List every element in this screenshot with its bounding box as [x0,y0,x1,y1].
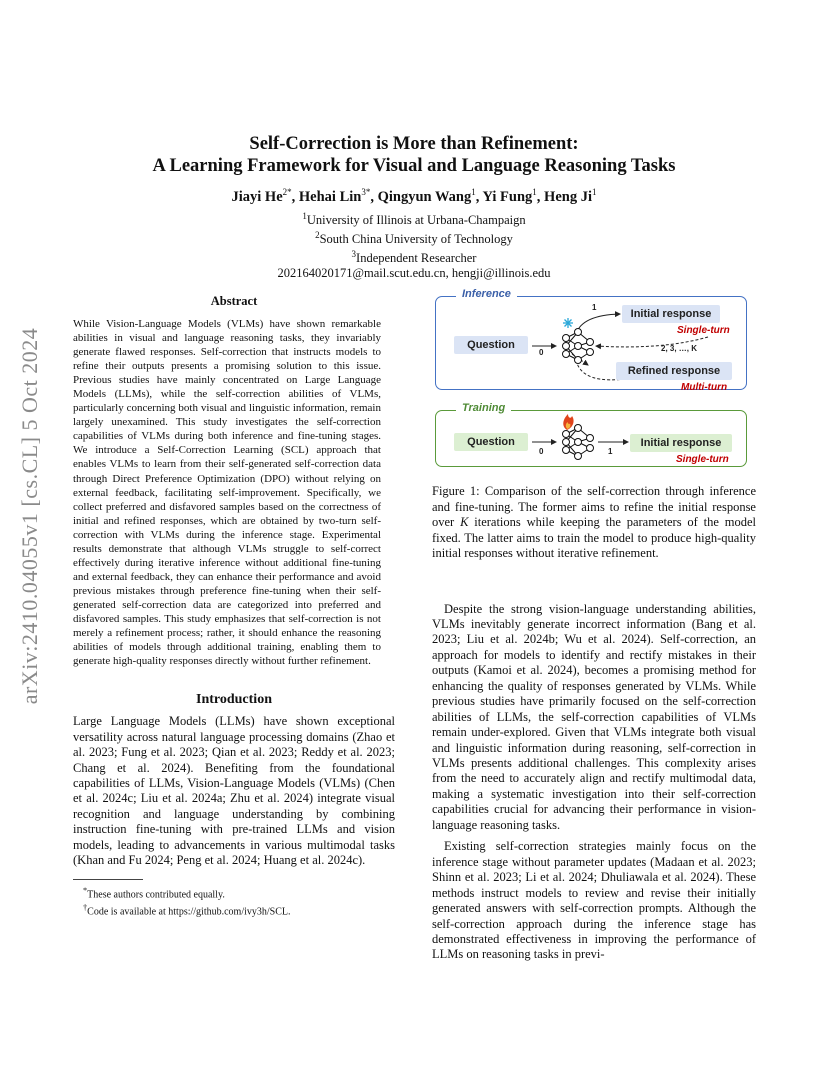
emails: 202164020171@mail.scut.edu.cn, hengji@illinois.edu [277,266,551,281]
step-label-0: 0 [539,348,544,357]
author: Heng Ji$^1$ [544,187,597,205]
figure-caption: Figure 1: Comparison of the self-correction through inference and fine-tuning. The former aims to refine the initial response over K iterations while keeping the parameters of the model fixed. The latter aims to train the model to produce high-quality initial responses without iterative refinement. [432,484,756,560]
abstract-text: While Vision-Language Models (VLMs) have shown remarkable abilities in visual and language reasoning tasks, they invariably generate flawed responses. Self-correction that instructs models to refine their outputs presents a promising solution to this issue. Previous studies have mainly concentrated on Large Language Models (LLMs), while the self-correction abilities of VLMs, particularly concerning both visual and linguistic information, remain largely unexamined. This study investigates the self-correction capabilities of VLMs during both inference and fine-tuning stages. We introduce a Self-Correction Learning (SCL) approach that enables VLMs to learn from their self-generated self-correction data through Direct Preference Optimization (DPO) without relying on external feedback, facilitating self-improvement. Specifically, we collect preferred and disfavored samples based on the correctness of initial and refined responses, which are obtained by two-turn self-correction with VLMs during the inference stage. Experimental results demonstrate that although VLMs struggle to self-correct effectively during iterative inference without additional fine-tuning and external feedback, they can enhance their performance and avoid previous mistakes through preference fine-tuning when their self-generated self-correction data are categorized into preferred and disfavored samples. This study emphasizes that self-correction is not merely a refinement process; rather, it should enhance the reasoning abilities of models through additional training, enabling them to generate high-quality responses directly without further refinement. [73,318,381,668]
footnote-2: †Code is available at https://github.com/ivy3h/SCL. [83,903,291,918]
arrow-model-to-initial [576,314,620,334]
iteration-label: 2, 3, …, K [661,344,698,353]
paper-title [100,133,728,177]
arxiv-identifier: arXiv:2410.04055v1 [cs.CL] 5 Oct 2024 [17,327,42,705]
title-line-1: Self-Correction is More than Refinement: [249,134,579,154]
right-column [432,290,756,963]
question-box: Question [454,336,528,354]
author-list: Jiayi $He^{2*}$, Hehai Lin$^{3*}$, Qingyun Wang$^1$, Yi Fung$^1$, Heng Ji$^1$ [231,187,597,205]
intro-paragraph-2: Despite the strong vision-language understanding abilities, VLMs inevitably generate incorrect information (Bang et al. 2023; Liu et al. 2024b; Wu et al. 2024). Self-correction, an approach for models to identify and rectify mistakes in their outputs (Kamoi et al. 2024), becomes a promising method for enhancing the quality of responses generated by VLMs. While previous studies have primarily focused on the self-correction abilities of LLMs, the self-correction capabilities of VLMs remain under-explored. Given that VLMs integrate both visual and linguistic information during reasoning, self-correction in VLMs presents additional challenges. This complexity arises from the need to accurately align and rectify multimodal data, making a systematic investigation into their self-correction capabilities crucial for advancing their performance in vision-language reasoning tasks. [432,601,756,832]
inference-label: Inference [456,288,517,300]
initial-response-box: Initial response [622,305,720,323]
snowflake-icon [563,318,573,328]
author: Jiayi $He^{2*}$ [231,187,292,205]
left-column [73,294,395,918]
affiliation: $^1$University of Illinois at Urbana-Champaign [302,211,526,228]
affiliation: $^3$Independent Researcher [351,249,477,266]
refined-response-box: Refined response [616,362,732,380]
figure-1 [432,290,750,470]
training-label: Training [456,402,511,414]
title-line-2: A Learning Framework for Visual and Language Reasoning Tasks [152,156,676,176]
author: Yi Fung$^1$ [482,187,537,205]
train-single-turn-label: Single-turn [676,454,729,465]
single-turn-label: Single-turn [677,325,730,336]
neural-network-icon [563,329,594,364]
affiliations [100,209,728,281]
author: Qingyun Wang$^1$ [377,187,476,205]
train-question-box: Question [454,433,528,451]
train-step-label-0: 0 [539,447,544,456]
footnote-rule [73,879,143,880]
introduction-heading: Introduction [196,692,272,708]
abstract-heading: Abstract [210,294,258,308]
intro-paragraph-1: Large Language Models (LLMs) have shown exceptional versatility across natural language processing domains (Zhao et al. 2023; Fung et al. 2023; Qian et al. 2023; Reddy et al. 2023; Chang et al. 2024). Benefiting from the foundational capabilities of LLMs, Vision-Language Models (VLMs) (Chen et al. 2024c; Liu et al. 2024a; Zhu et al. 2024) integrate visual recognition and language understanding by combining instruction fine-tuning with pre-trained LLMs and vision models, leading to advancements in various multimodal tasks (Khan and Fu 2024; Peng et al. 2024; Huang et al. 2024c). [73,714,395,868]
flame-icon [563,414,573,430]
footnote-1: *These authors contributed equally. [83,885,225,901]
train-initial-response-box: Initial response [630,434,732,452]
train-step-label-1: 1 [608,447,613,456]
step-label-1: 1 [592,303,597,312]
intro-paragraph-3: Existing self-correction strategies mainly focus on the inference stage without parameter updates (Madaan et al. 2023; Shinn et al. 2023; Li et al. 2024; Dhuliawala et al. 2024). These methods instruct models to review and revise their initially generated answers with self-correction prompts. Although the self-correction approach during the inference stage has demonstrated effectiveness in improving the performance of LLMs on reasoning tasks in previ- [432,839,756,962]
author: Hehai Lin$^{3*}$ [298,187,371,205]
intro-continued [432,602,756,963]
affiliation: $^2$South China University of Technology [315,230,513,247]
multi-turn-label: Multi-turn [681,382,728,393]
